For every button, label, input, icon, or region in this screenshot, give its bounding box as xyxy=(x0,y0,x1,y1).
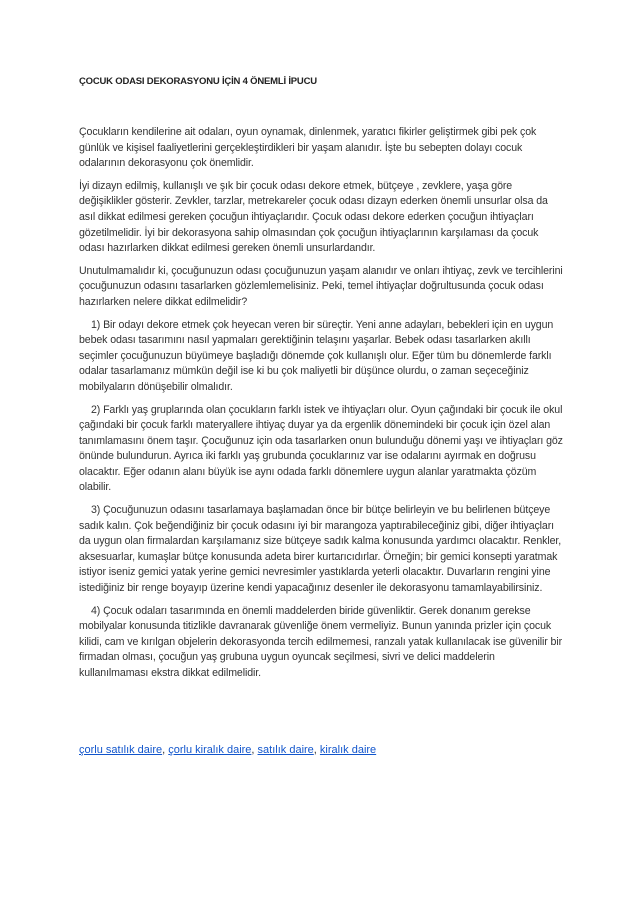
related-links xyxy=(79,743,376,757)
link-separator: , xyxy=(162,744,169,756)
link-corlu-kiralik-daire[interactable]: çorlu kiralık daire xyxy=(168,744,252,756)
paragraph-needs: Unutulmamalıdır ki, çocuğunuzun odası çocuğunuzun yaşam alanıdır ve onları ihtiyaç, zevk ve tercihlerini çocuğunuzun odasını tasarlarken gözlemlemelisiniz. Peki, temel ihtiyaçlar doğrultusunda çocuk odası hazırlarken nelere dikkat edilmelidir? xyxy=(79,264,563,308)
paragraph-design: İyi dizayn edilmiş, kullanışlı ve şık bir çocuk odası dekore etmek, bütçeye , zevklere, yaşa göre değişiklikler gösterir. Zevkler, tarzlar, metrekareler çocuk odası dizayn ederken önemli unsurlar olsa da asıl dikkat edilmesi gereken çocuğun ihtiyaçlarıdır. Çocuk odası dekore ederken çocuğun ihtiyaçları gözetilmelidir. İyi bir dekorasyona sahip olmasından çok çocuğun ihtiyaçlarının karşılaması da çocuk odası hazırlarken dikkat edilmesi gereken önemli unsurlardandır. xyxy=(79,179,548,255)
link-separator: , xyxy=(313,744,320,756)
paragraph-intro: Çocukların kendilerine ait odaları, oyun oynamak, dinlenmek, yaratıcı fikirler geliştirmek gibi pek çok günlük ve kişisel faaliyetlerini gerçekleştirdikleri bir yaşam alanıdır. İşte bu sebepten dolayı cocuk odalarının dekorasyonu çok önemlidir. xyxy=(79,126,537,170)
tip-3-paragraph: 3) Çocuğunuzun odasını tasarlamaya başlamadan önce bir bütçe belirleyin ve bu belirlenen bütçeye sadık kalın. Çok beğendiğiniz bir çocuk odasını iyi bir marangoza yaptırabileceğiniz gibi, diğer ihtiyaçları da uygun olan firmalardan karşılamanız size bütçeye sadık kalma konusunda yardımcı olacaktır. Renkler, aksesuarlar, kumaşlar bütçe konusunda adeta birer kurtarıcıdırlar. Örneğin; bir gemici konsepti yaratmak istiyor iseniz gemici yatak yerine gemici nevresimler yastıklarda yeterli olacaktır. Duvarların rengini yine istediğiniz bir renge boyayıp üzerine kendi yapacağınız desenler ile dekorasyonu tamamlayabilirsiniz. xyxy=(79,504,562,595)
tip-2-paragraph: 2) Farklı yaş gruplarında olan çocukların farklı istek ve ihtiyaçları olur. Oyun çağındaki bir çocuk ile okul çağındaki bir çocuk farklı materyallere ihtiyaç duyar ya da ergenlik dönemindeki bir çocuk için özel alan tanımlamasını önem taşır. Çocuğunuz için oda tasarlarken onun bulunduğu dönemi yaşı ve ihtiyaçları göz önünde bulundurun. Ayrıca iki farklı yaş grubunda çocuklarınız var ise odalarını ayırmak en doğrusu olacaktır. Eğer odanın alanı büyük ise aynı odada farklı dönemlere uygun alanlar yaratmakta çözüm olabilir. xyxy=(79,403,563,494)
link-separator: , xyxy=(251,744,258,756)
page-title: ÇOCUK ODASI DEKORASYONU İÇİN 4 ÖNEMLİ İPUCU xyxy=(79,76,317,87)
link-kiralik-daire[interactable]: kiralık daire xyxy=(319,744,377,756)
tip-4-paragraph: 4) Çocuk odaları tasarımında en önemli maddelerden biride güvenliktir. Gerek donanım gerekse mobilyalar konusunda titizlikle davranarak güvenliğe önem vermeliyiz. Bunun yanında prizler için çocuk kilidi, cam ve kırılgan objelerin dekorasyonda tercih edilmemesi, ranzalı yatak kullanılacak ise güvenilir bir firmadan olması, çocuğun yaş grubuna uygun oyuncak seçilmesi, sivri ve delici maddelerin kullanılmaması ekstra dikkat edilmelidir. xyxy=(79,604,563,679)
article-body xyxy=(79,125,565,689)
tip-1-paragraph: 1) Bir odayı dekore etmek çok heyecan veren bir süreçtir. Yeni anne adayları, bebekleri için en uygun bebek odası tasarımını nasıl yapmaları gerektiğinin telaşını yaşarlar. Bebek odası tasarlarken akıllı seçimler çocuğunuzun büyümeye başladığı dönemde çok kullanışlı olur. Eğer tüm bu dönemlerde farklı odalar tasarlamanız mümkün değil ise ki bu çok maliyetli bir düşünce olurdu, o zaman seçeceğiniz mobilyaların dönüşebilir olmalıdır. xyxy=(79,318,554,393)
link-satilik-daire[interactable]: satılık daire xyxy=(257,744,314,756)
link-corlu-satilik-daire[interactable]: çorlu satılık daire xyxy=(79,744,163,756)
